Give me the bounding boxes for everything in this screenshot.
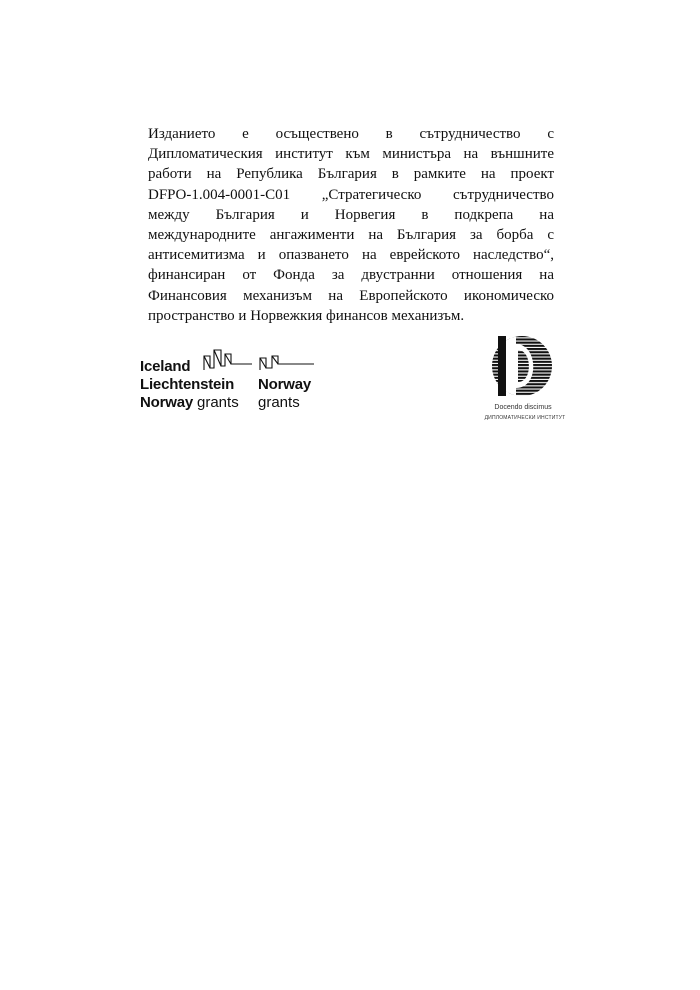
eea-norway-grants-logo	[140, 346, 328, 416]
grants-grants-label: grants	[197, 394, 239, 411]
grants-iceland-label: Iceland	[140, 358, 191, 375]
funding-statement	[148, 124, 554, 326]
grants-liechtenstein-label: Liechtenstein	[140, 376, 235, 393]
statement-line: финансиран от Фонда за двустранни отношения на	[148, 267, 554, 284]
institute-motto: Docendo discimus	[494, 404, 552, 411]
statement-line: работи на Република България в рамките на проект	[148, 166, 554, 183]
institute-name: ДИПЛОМАТИЧЕСКИ ИНСТИТУТ	[484, 415, 566, 421]
statement-line: Финансовия механизъм на Европейското икономическо	[148, 287, 554, 304]
statement-line: между България и Норвегия в подкрепа на	[148, 206, 554, 223]
statement-line: Изданието е осъществено в сътрудничество с	[148, 126, 554, 142]
statement-line: DFPO-1.004-0001-C01 „Стратегическо сътрудничество	[148, 186, 554, 203]
statement-line: Дипломатическия институт към министъра на външните	[148, 146, 554, 163]
grants-norway-right-label: Norway	[258, 376, 311, 393]
grants-grants-right-label: grants	[258, 394, 300, 411]
statement-line: антисемитизма и опазването на еврейското наследство“,	[148, 247, 554, 264]
statement-line: пространство и Норвежкия финансов механизъм.	[148, 307, 465, 324]
statement-line: международните ангажименти на България за борба с	[148, 227, 554, 244]
grants-norway-label: Norway	[140, 394, 193, 411]
